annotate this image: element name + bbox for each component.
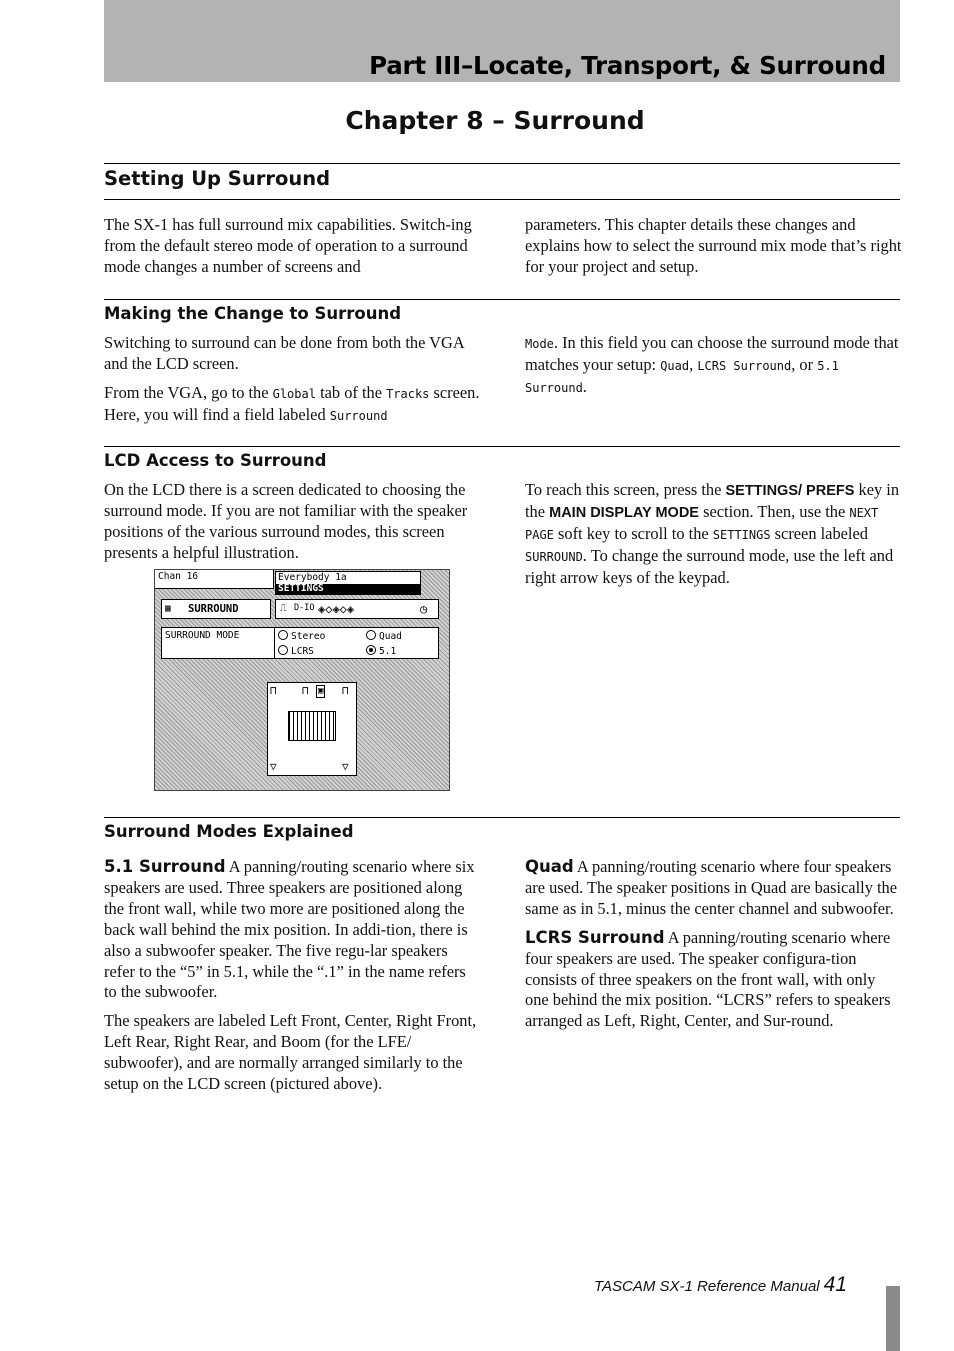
part-title: Part III–Locate, Transport, & Surround [369, 51, 886, 80]
setting-up-right-text: parameters. This chapter details these changes and explains how to select the surround mix mode that’s right for your project and setup. [525, 215, 902, 276]
making-change-vga-paragraph: From the VGA, go to the Global tab of the Tracks screen. Here, you will find a field labeled Surround [104, 382, 480, 424]
clock-icon: ◷ [420, 602, 428, 616]
page-tab-marker [886, 1286, 900, 1351]
lcd-mode-panel: SURROUND MODE Stereo Quad LCRS 5.1 [161, 627, 439, 659]
setting-up-left-text: The SX-1 has full surround mix capabilities. Switch-ing from the default stereo mode of operation to a surround mode changes a number of screens and [104, 215, 472, 276]
mode-quad-paragraph: Quad A panning/routing scenario where four speakers are used. The speaker positions in Quad are basically the same as in 5.1, minus the center channel and subwoofer. [525, 857, 898, 918]
chapter-title: Chapter 8 – Surround [345, 106, 645, 135]
lcd-surround-screen [154, 569, 450, 791]
speaker-center-icon: ⊓ [302, 684, 309, 697]
modes-right-text [525, 857, 903, 1040]
boom-icon: ▣ [318, 686, 324, 696]
divider [104, 199, 900, 200]
radio-stereo[interactable]: Stereo [278, 630, 325, 642]
section-heading-making-change: Making the Change to Surround [104, 304, 402, 323]
making-change-right-text: Mode. In this field you can choose the surround mode that matches your setup: Quad, LCRS Surround, or 5.1 Surround. [525, 333, 899, 396]
lcd-room-diagram [267, 682, 357, 776]
lcd-icon-tabs: ⎍ D-IO ◈◇◈◇◈ ◷ [275, 599, 439, 619]
speaker-right-front-icon: ⊓ [342, 684, 349, 697]
radio-5-1[interactable]: 5.1 [366, 645, 396, 657]
radio-selected-icon [366, 645, 376, 655]
mode-5-1-paragraph: 5.1 Surround A panning/routing scenario where six speakers are used. Three speakers are positioned along the front wall, while two more are positioned along the back wall behind the mix position. In addi-tion, there is also a subwoofer speaker. The five regu-lar speakers refer to the “5” in 5.1, while the “.1” in the name refers to the subwoofer. [104, 857, 475, 1002]
lcd-surround-tab: ▦ SURROUND [161, 599, 271, 619]
speaker-icons: ◈◇◈◇◈ [318, 602, 355, 616]
section-heading-setting-up: Setting Up Surround [104, 167, 331, 190]
mode-lcrs-paragraph: LCRS Surround A panning/routing scenario where four speakers are used. The speaker configura-tion consists of three speakers on the front wall, with only one behind the mix position. “LCRS” refers to speakers arranged as Left, Right, Center, and Sur-round. [525, 927, 891, 1031]
page-footer: TASCAM SX-1 Reference Manual 41 [593, 1273, 847, 1296]
radio-icon [278, 645, 288, 655]
radio-quad[interactable]: Quad [366, 630, 402, 642]
divider [104, 299, 900, 300]
header-band [104, 0, 900, 82]
lcd-title-box: Everybody 1a SETTINGS [275, 571, 421, 595]
divider [104, 817, 900, 818]
lcd-access-right-text: To reach this screen, press the SETTINGS/ PREFS key in the MAIN DISPLAY MODE section. Then, use the NEXT PAGE soft key to scroll to the SETTINGS screen labeled SURROUND. To change the surround mode, use the left and right arrow keys of the keypad. [525, 480, 900, 587]
lcd-channel-box: Chan 16 [155, 570, 274, 589]
radio-lcrs[interactable]: LCRS [278, 645, 314, 657]
lcd-access-left-text: On the LCD there is a screen dedicated to choosing the surround mode. If you are not familiar with the speaker positions of the various surround modes, this screen presents a helpful illustration. [104, 480, 468, 562]
surround-grid-icon: ▦ [165, 603, 171, 614]
console-icon [288, 711, 336, 741]
divider [104, 446, 900, 447]
section-heading-lcd-access: LCD Access to Surround [104, 451, 327, 470]
page-number: 41 [823, 1273, 847, 1296]
waveform-icon: ⎍ [280, 603, 287, 614]
making-change-left-text: Switching to surround can be done from both the VGA and the LCD screen. From the VGA, go to the Global tab of the Tracks screen. Here, you will find a field labeled Surround [104, 333, 482, 435]
radio-icon [366, 630, 376, 640]
section-heading-modes: Surround Modes Explained [104, 822, 354, 841]
modes-left-text: 5.1 Surround A panning/routing scenario where six speakers are used. Three speakers are positioned along the front wall, while two more are positioned along the back wall behind the mix position. In addi-tion, there is also a subwoofer speaker. The five regu-lar speakers refer to the “5” in 5.1, while the “.1” in the name refers to the subwoofer. The speakers are labeled Left Front, Center, Right Front, Left Rear, Right Rear, and Boom (for the LFE/ subwoofer), and are normally arranged similarly to the setup on the LCD screen (pictured above). [104, 857, 482, 1103]
speaker-right-rear-icon: ▽ [342, 760, 349, 773]
radio-icon [278, 630, 288, 640]
divider [104, 163, 900, 164]
speaker-left-front-icon: ⊓ [270, 684, 277, 697]
speaker-left-rear-icon: ▽ [270, 760, 277, 773]
